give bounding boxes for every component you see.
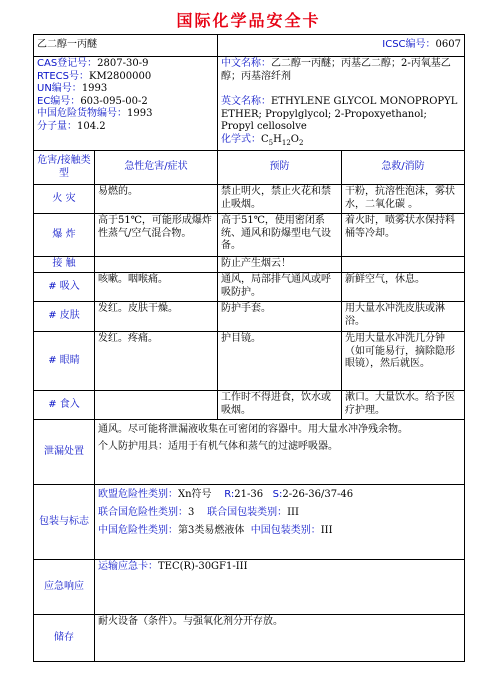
cn-number-value: 1993 (127, 108, 153, 119)
col-header-first-aid: 急救/消防 (342, 151, 465, 185)
molecular-weight-value: 104.2 (77, 120, 106, 132)
row-skin-aid: 用大量水冲洗皮肤或淋浴。 (342, 302, 465, 332)
cn-pack-label: 中国包装类别： (250, 525, 321, 536)
molecular-weight-label: 分子量： (37, 120, 77, 132)
row-explosion-acute: 高于51℃，可能形成爆炸性蒸气/空气混合物。 (95, 214, 218, 257)
en-name-label: 英文名称： (221, 96, 271, 107)
row-eyes-acute: 发红。疼痛。 (95, 332, 218, 391)
spill-label: 泄漏处置 (34, 420, 95, 485)
row-contact-type: 接 触 (34, 257, 95, 273)
row-explosion-type: 爆 炸 (34, 214, 95, 257)
un-pack-label: 联合国包装类别： (207, 507, 288, 518)
cn-name-label: 中文名称： (221, 58, 271, 69)
emergency-card-label: 运输应急卡： (98, 561, 158, 572)
en-name-value: ETHYLENE GLYCOL MONOPROPYL ETHER; Propylglycol; 2-Propoxyethanol; Propyl cellosolve (221, 96, 458, 132)
emergency-card-value: TEC(R)-30GF1-III (158, 561, 248, 572)
row-ingestion-type: # 食入 (34, 391, 95, 420)
eu-class-label: 欧盟危险性类别： (98, 489, 178, 500)
row-fire-aid: 干粉，抗溶性泡沫，雾状水，二氧化碳 。 (342, 185, 465, 214)
icsc-number (218, 35, 465, 57)
cn-class-value: 第3类易燃液体 (178, 525, 245, 536)
row-ingestion (34, 391, 465, 420)
emergency-content (95, 560, 465, 615)
row-contact (34, 257, 465, 273)
row-contact-prevention: 防止产生烟云！ (218, 257, 342, 273)
chemical-name-title: 乙二醇一丙醚 (34, 35, 218, 57)
row-ingestion-acute (95, 391, 218, 420)
un-label: UN编号： (37, 83, 82, 94)
r-phrase-label: R: (224, 489, 235, 500)
identifiers-row (34, 57, 465, 151)
row-inhalation-acute: 咳嗽。咽喉痛。 (95, 273, 218, 302)
row-fire-acute: 易燃的。 (95, 185, 218, 214)
un-pack-value: III (287, 507, 299, 518)
un-value: 1993 (81, 83, 108, 94)
row-eyes (34, 332, 465, 391)
storage-row (34, 615, 465, 662)
col-header-prevention: 预防 (218, 151, 342, 185)
row-inhalation (34, 273, 465, 302)
packaging-content (95, 485, 465, 560)
card-title: 国际化学品安全卡 (176, 11, 321, 30)
col-header-type: 危害/接触类型 (34, 151, 95, 185)
spill-content (95, 420, 465, 485)
card-header-row (34, 35, 465, 57)
row-inhalation-type: # 吸入 (34, 273, 95, 302)
eu-class-value: Xn符号 (178, 489, 212, 500)
cn-number-label: 中国危险货物编号： (37, 108, 127, 119)
chemical-formula: $C_5H_{12}O_2$ (261, 133, 304, 147)
cas-label: CAS登记号： (37, 58, 98, 69)
storage-label: 储存 (34, 615, 95, 662)
cas-value: 2807-30-9 (97, 58, 149, 69)
row-skin-prevention: 防护手套。 (218, 302, 342, 332)
safety-card-table (33, 34, 465, 662)
packaging-row (34, 485, 465, 560)
row-skin (34, 302, 465, 332)
row-fire-prevention: 禁止明火，禁止火花和禁止吸烟。 (218, 185, 342, 214)
spill-line-1: 通风。尽可能将泄漏液收集在可密闭的容器中。用大量水冲净残余物。 (98, 424, 408, 435)
row-eyes-prevention: 护目镜。 (218, 332, 342, 391)
names-block (218, 57, 465, 151)
ec-value: 603-095-00-2 (80, 95, 148, 107)
spill-row (34, 420, 465, 485)
ec-label: EC编号： (37, 95, 81, 107)
packaging-label: 包装与标志 (34, 485, 95, 560)
row-fire-type: 火 灾 (34, 185, 95, 214)
r-phrase-value: 21-36 (234, 489, 264, 500)
row-explosion-aid: 着火时，喷雾状水保持料桶等冷却。 (342, 214, 465, 257)
column-header-row (34, 151, 465, 185)
icsc-label: ICSC编号： (382, 39, 436, 51)
row-fire (34, 185, 465, 214)
row-eyes-aid: 先用大量水冲洗几分钟（如可能易行，摘除隐形眼镜），然后就医。 (342, 332, 465, 391)
row-ingestion-aid: 漱口。大量饮水。给予医疗护理。 (342, 391, 465, 420)
row-explosion (34, 214, 465, 257)
row-explosion-prevention: 高于51℃，使用密闭系统、通风和防爆型电气设备。 (218, 214, 342, 257)
formula-label: 化学式： (221, 133, 261, 145)
icsc-value: 0607 (435, 39, 461, 51)
rtecs-value: KM2800000 (88, 70, 152, 82)
emergency-row (34, 560, 465, 615)
row-eyes-type: # 眼睛 (34, 332, 95, 391)
s-phrase-label: S: (272, 489, 283, 500)
cn-class-label: 中国危险性类别： (98, 525, 178, 536)
row-contact-acute (95, 257, 218, 273)
un-class-value: 3 (188, 507, 195, 518)
s-phrase-value: 2-26-36/37-46 (282, 489, 354, 500)
identifiers-block (34, 57, 218, 151)
row-skin-type: # 皮肤 (34, 302, 95, 332)
rtecs-label: RTECS号： (37, 70, 89, 82)
col-header-acute: 急性危害/症状 (95, 151, 218, 185)
storage-text: 耐火设备（条件）。与强氧化剂分开存放。 (95, 615, 465, 662)
un-class-label: 联合国危险性类别： (98, 507, 188, 518)
row-inhalation-aid: 新鲜空气，休息。 (342, 273, 465, 302)
emergency-label: 应急响应 (34, 560, 95, 615)
row-skin-acute: 发红。皮肤干燥。 (95, 302, 218, 332)
cn-pack-value: III (320, 525, 333, 536)
row-inhalation-prevention: 通风，局部排气通风或呼吸防护。 (218, 273, 342, 302)
cn-name-value: 乙二醇一丙醚；丙基乙二醇；2-丙氧基乙醇；丙基溶纤剂 (221, 58, 451, 82)
row-ingestion-prevention: 工作时不得进食，饮水或吸烟。 (218, 391, 342, 420)
row-contact-aid (342, 257, 465, 273)
spill-line-2: 个人防护用具：适用于有机气体和蒸气的过滤呼吸器。 (98, 441, 338, 452)
